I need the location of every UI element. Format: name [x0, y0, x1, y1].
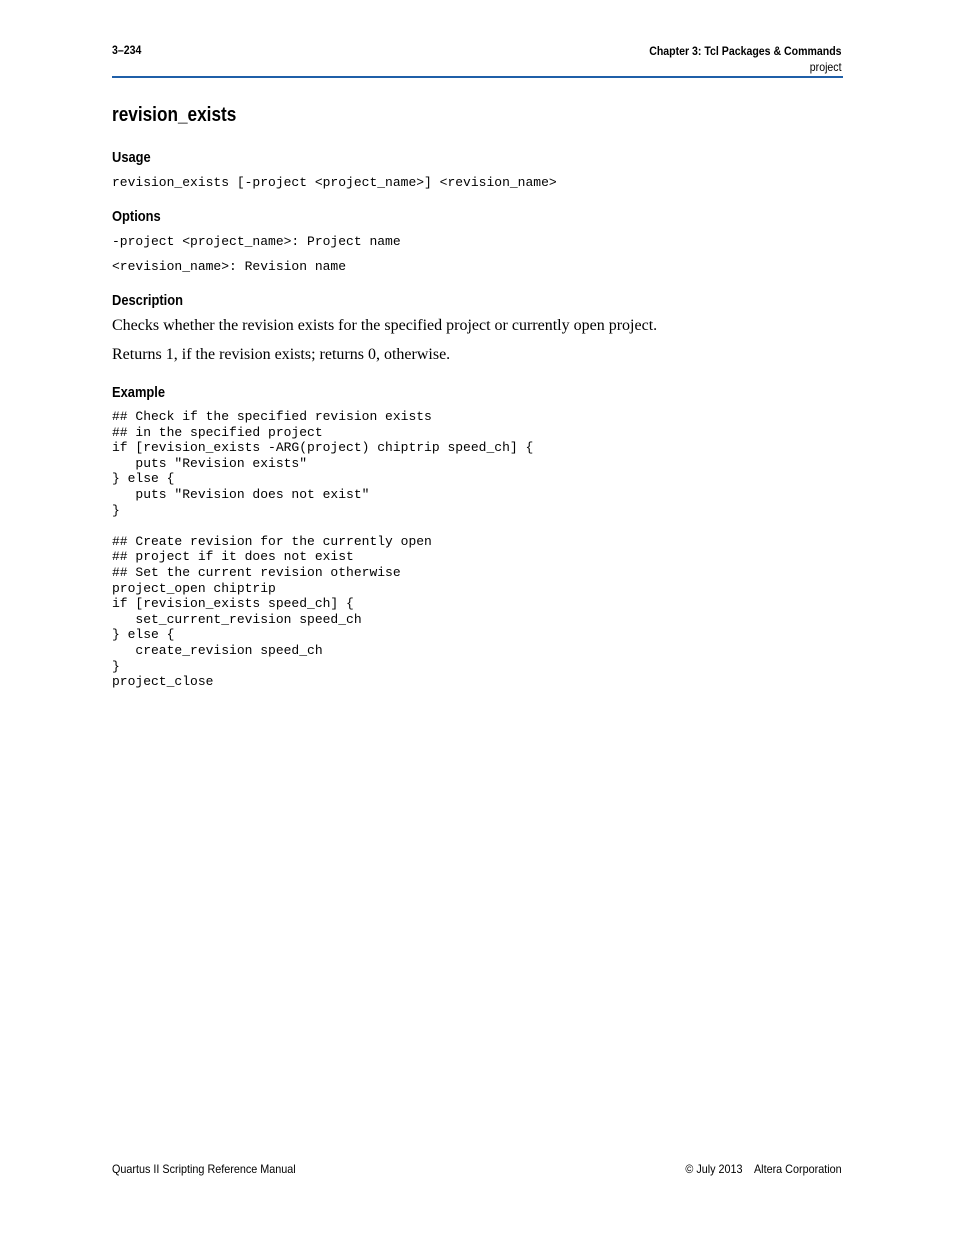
company-name: Altera Corporation [754, 1162, 842, 1176]
running-header [650, 43, 842, 75]
options-heading: Options [112, 208, 161, 225]
description-paragraph: Checks whether the revision exists for the specified project or currently open project. [112, 317, 658, 334]
footer-copyright [686, 1162, 842, 1176]
return-value-paragraph: Returns 1, if the revision exists; returns 0, otherwise. [112, 346, 451, 363]
header-rule [112, 76, 843, 78]
manual-title: Quartus II Scripting Reference Manual [112, 1162, 296, 1176]
package-name: project [810, 60, 842, 74]
description-heading: Description [112, 292, 183, 309]
example-code-block: ## Check if the specified revision exists ## in the specified project if [revision_exists -ARG(project) chiptrip speed_ch] { puts "Revision exists" } else { puts "Revision does not exist" } ## Create revision for the currently open ## project if it does not exist ## Set the current revision otherwise project_open chiptrip if [revision_exists speed_ch] { set_current_revision speed_ch } else { create_revision speed_ch } project_close [112, 409, 534, 690]
section-title: revision_exists [112, 104, 237, 126]
usage-syntax: revision_exists [-project <project_name>] <revision_name> [112, 175, 557, 190]
chapter-title: Chapter 3: Tcl Packages & Commands [649, 44, 842, 58]
option-revision-name: <revision_name>: Revision name [112, 259, 347, 274]
option-project: -project <project_name>: Project name [112, 234, 401, 249]
example-heading: Example [112, 384, 166, 401]
publication-date: © July 2013 [685, 1162, 743, 1176]
usage-heading: Usage [112, 149, 151, 166]
page-number: 3–234 [112, 43, 142, 57]
